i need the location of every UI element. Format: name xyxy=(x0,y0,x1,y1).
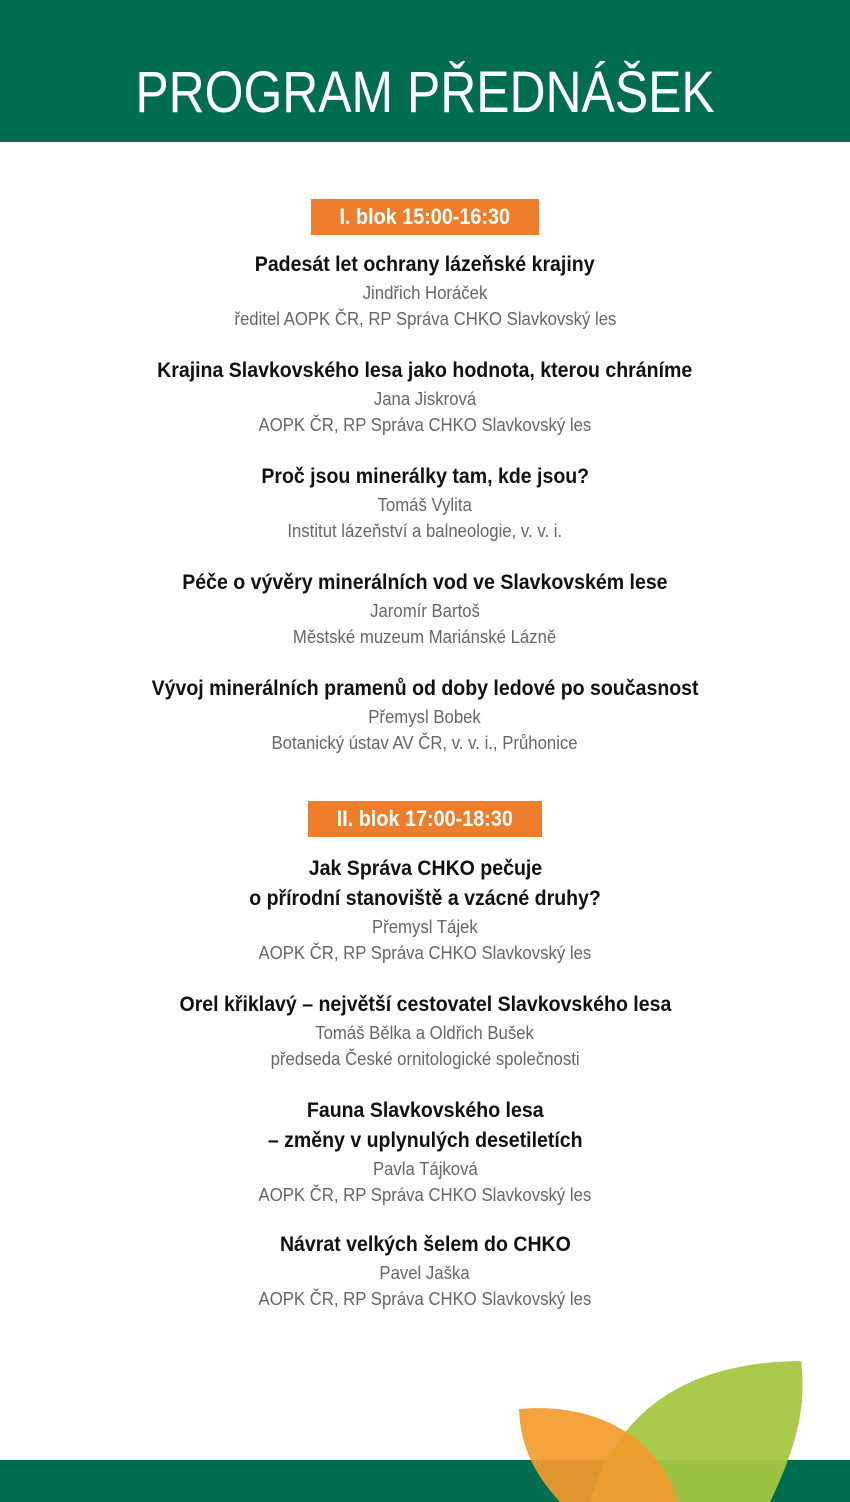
talk-title xyxy=(0,462,850,492)
speaker-name: Pavla Tájková xyxy=(372,1159,478,1179)
talk-affiliation xyxy=(0,624,850,650)
affiliation-text: Botanický ústav AV ČR, v. v. i., Průhonice xyxy=(271,733,579,753)
talk-title xyxy=(0,250,850,280)
talk-speaker xyxy=(0,598,850,624)
talk-affiliation xyxy=(0,1286,850,1312)
talk-title xyxy=(0,674,850,704)
affiliation-text: AOPK ČR, RP Správa CHKO Slavkovský les xyxy=(258,1289,592,1309)
talk-title-line: Jak Správa CHKO pečuje xyxy=(308,857,542,880)
page-title: PROGRAM PŘEDNÁŠEK xyxy=(135,60,715,125)
talk-title xyxy=(0,1230,850,1260)
footer-band xyxy=(0,1460,850,1502)
talk-affiliation xyxy=(0,518,850,544)
affiliation-text: AOPK ČR, RP Správa CHKO Slavkovský les xyxy=(258,415,592,435)
affiliation-text: Městské muzeum Mariánské Lázně xyxy=(293,627,557,647)
talk-speaker xyxy=(0,386,850,412)
talk-title xyxy=(0,568,850,598)
talk-title xyxy=(0,990,850,1020)
affiliation-text: ředitel AOPK ČR, RP Správa CHKO Slavkovský les xyxy=(233,309,617,329)
affiliation-text: Institut lázeňství a balneologie, v. v. i. xyxy=(287,521,563,541)
talk-speaker xyxy=(0,914,850,940)
speaker-name: Pavel Jaška xyxy=(379,1263,471,1283)
talk-item xyxy=(0,462,850,544)
speaker-name: Jaromír Bartoš xyxy=(370,601,480,621)
talk-speaker xyxy=(0,492,850,518)
talk-item xyxy=(0,674,850,756)
talk-title xyxy=(0,854,850,884)
talk-item xyxy=(0,1096,850,1208)
talk-affiliation xyxy=(0,1046,850,1072)
talk-title-line: – změny v uplynulých desetiletích xyxy=(267,1129,583,1152)
talk-affiliation xyxy=(0,412,850,438)
block-2-label: II. blok 17:00-18:30 xyxy=(336,806,514,831)
talk-speaker xyxy=(0,1020,850,1046)
speaker-name: Tomáš Bělka a Oldřich Bušek xyxy=(315,1023,535,1043)
affiliation-text: AOPK ČR, RP Správa CHKO Slavkovský les xyxy=(258,1185,592,1205)
talk-title-line: Proč jsou minerálky tam, kde jsou? xyxy=(261,465,589,488)
talk-title xyxy=(0,884,850,914)
talk-speaker xyxy=(0,1156,850,1182)
talk-speaker xyxy=(0,1260,850,1286)
talk-speaker xyxy=(0,704,850,730)
talk-item xyxy=(0,356,850,438)
talk-title xyxy=(0,1126,850,1156)
talk-title xyxy=(0,356,850,386)
talk-speaker xyxy=(0,280,850,306)
talk-title-line: Péče o vývěry minerálních vod ve Slavkovském lese xyxy=(182,571,668,594)
talk-title-line: Fauna Slavkovského lesa xyxy=(306,1099,544,1122)
block-1-badge xyxy=(311,199,539,235)
speaker-name: Přemysl Bobek xyxy=(368,707,482,727)
affiliation-text: AOPK ČR, RP Správa CHKO Slavkovský les xyxy=(258,943,592,963)
block-2-badge xyxy=(308,801,542,837)
talk-item xyxy=(0,854,850,966)
talk-affiliation xyxy=(0,940,850,966)
talk-title-line: o přírodní stanoviště a vzácné druhy? xyxy=(249,887,601,910)
speaker-name: Přemysl Tájek xyxy=(372,917,478,937)
speaker-name: Jana Jiskrová xyxy=(373,389,477,409)
talk-affiliation xyxy=(0,730,850,756)
talk-title-line: Krajina Slavkovského lesa jako hodnota, kterou chráníme xyxy=(157,359,693,382)
talk-affiliation xyxy=(0,306,850,332)
talk-item xyxy=(0,250,850,332)
talk-title-line: Vývoj minerálních pramenů od doby ledové po současnost xyxy=(151,677,699,700)
talk-title-line: Návrat velkých šelem do CHKO xyxy=(279,1233,571,1256)
speaker-name: Tomáš Vylita xyxy=(377,495,473,515)
talk-item xyxy=(0,568,850,650)
block-1-label: I. blok 15:00-16:30 xyxy=(339,204,511,229)
talk-item xyxy=(0,1230,850,1312)
speaker-name: Jindřich Horáček xyxy=(362,283,488,303)
talk-title-line: Padesát let ochrany lázeňské krajiny xyxy=(255,253,595,276)
talk-affiliation xyxy=(0,1182,850,1208)
talk-title xyxy=(0,1096,850,1126)
affiliation-text: předseda České ornitologické společnosti xyxy=(270,1049,580,1069)
talk-item xyxy=(0,990,850,1072)
talk-title-line: Orel křiklavý – největší cestovatel Slavkovského lesa xyxy=(179,993,671,1016)
